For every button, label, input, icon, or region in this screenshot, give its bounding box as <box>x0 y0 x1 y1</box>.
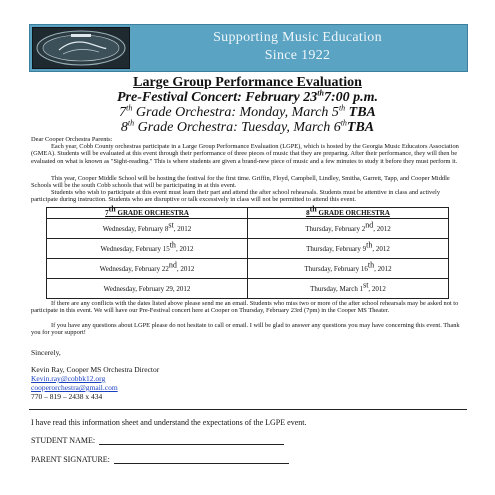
table-row <box>47 259 449 279</box>
table-cell: Thursday, March 1st, 2012 <box>248 279 449 299</box>
table-cell: Wednesday, February 22nd, 2012 <box>47 259 248 279</box>
parent-signature-label: PARENT SIGNATURE: <box>31 455 110 464</box>
table-cell: Thursday, February 2nd, 2012 <box>248 219 449 239</box>
paragraph-requirements: Students who wish to participate at this event must learn their part and attend the after school rehearsals. Students must be attentive in class and actively participate during instruction. Students who are disruptive or talk excessively in class will not be permitted to attend this event. <box>31 189 441 204</box>
table-row <box>47 279 449 299</box>
student-name-label: STUDENT NAME: <box>31 436 96 445</box>
director-email-link[interactable]: Kevin.ray@cobbk12.org <box>31 374 106 383</box>
table-cell: Thursday, February 16th, 2012 <box>248 259 449 279</box>
col-header-8th: 8th GRADE ORCHESTRA <box>248 208 449 219</box>
col-header-7th: 7th GRADE ORCHESTRA <box>47 208 248 219</box>
table-cell: Wednesday, February 15th, 2012 <box>47 239 248 259</box>
parent-signature-field[interactable] <box>114 455 289 464</box>
parent-signature-row <box>31 455 289 464</box>
concert-line: Pre-Festival Concert: February 23th7:00 p.m. <box>117 88 378 105</box>
salutation: Dear Cooper Orchestra Parents: <box>31 136 113 143</box>
director-phone: 770 – 819 – 2438 x 434 <box>31 392 103 401</box>
acknowledgement-statement: I have read this information sheet and understand the expectations of the LGPE event. <box>31 418 307 427</box>
divider <box>29 409 467 410</box>
eighth-grade-line: 8th Grade Orchestra: Tuesday, March 6thTBA <box>120 118 375 135</box>
seventh-grade-line: 7th Grade Orchestra: Monday, March 5th TBA <box>119 103 376 120</box>
paragraph-lgpe-intro: Each year, Cobb County orchestras participate in a Large Group Performance Evaluation (LGPE), which is hosted by the Georgia Music Educators Association (GMEA). Students will be evaluated at this event through their performance of three pieces of music that they are preparing. After their performance, they will then be evaluated on what is known as "Sight-reading." This is where students are given a brand-new piece of music and a few minutes to study it before they must perform it. <box>31 143 459 165</box>
rehearsal-schedule-table <box>46 204 449 299</box>
banner-line2: Since 1922 <box>264 48 331 63</box>
page-title: Large Group Performance Evaluation <box>133 75 362 90</box>
table-cell: Wednesday, February 29, 2012 <box>47 279 248 299</box>
closing: Sincerely, <box>31 348 61 357</box>
header-banner <box>29 24 468 72</box>
table-header-row <box>47 208 449 219</box>
paragraph-questions: If you have any questions about LGPE please do not hesitate to call or email. I will be glad to answer any questions you may have concerning this event. Thank you for your support! <box>31 322 460 337</box>
paragraph-conflicts: If there are any conflicts with the dates listed above please send me an email. Students who miss two or more of the after school rehearsals may be asked not to participate in this event. We will have our Pre-Festival concert here at Cooper on Thursday, February 23rd (7pm) in the Cooper MS Theater. <box>31 300 459 315</box>
banner-line1: Supporting Music Education <box>213 30 382 45</box>
banner-text <box>132 29 463 65</box>
music-educators-seal-icon <box>32 27 130 69</box>
paragraph-host-schools: This year, Cooper Middle School will be hosting the festival for the first time. Griffin, Floyd, Campbell, Lindley, Smitha, Garrett, Tapp, and Cooper Middle Schools will be the south Cobb schools that will be participating in at this event. <box>31 175 450 190</box>
table-cell: Thursday, February 9th, 2012 <box>248 239 449 259</box>
orchestra-email-link[interactable]: cooperorchestra@gmail.com <box>31 383 118 392</box>
student-name-row <box>31 436 284 445</box>
table-row <box>47 239 449 259</box>
table-row <box>47 219 449 239</box>
student-name-field[interactable] <box>99 436 284 445</box>
table-cell: Wednesday, February 8st, 2012 <box>47 219 248 239</box>
director-name: Kevin Ray, Cooper MS Orchestra Director <box>31 365 160 374</box>
